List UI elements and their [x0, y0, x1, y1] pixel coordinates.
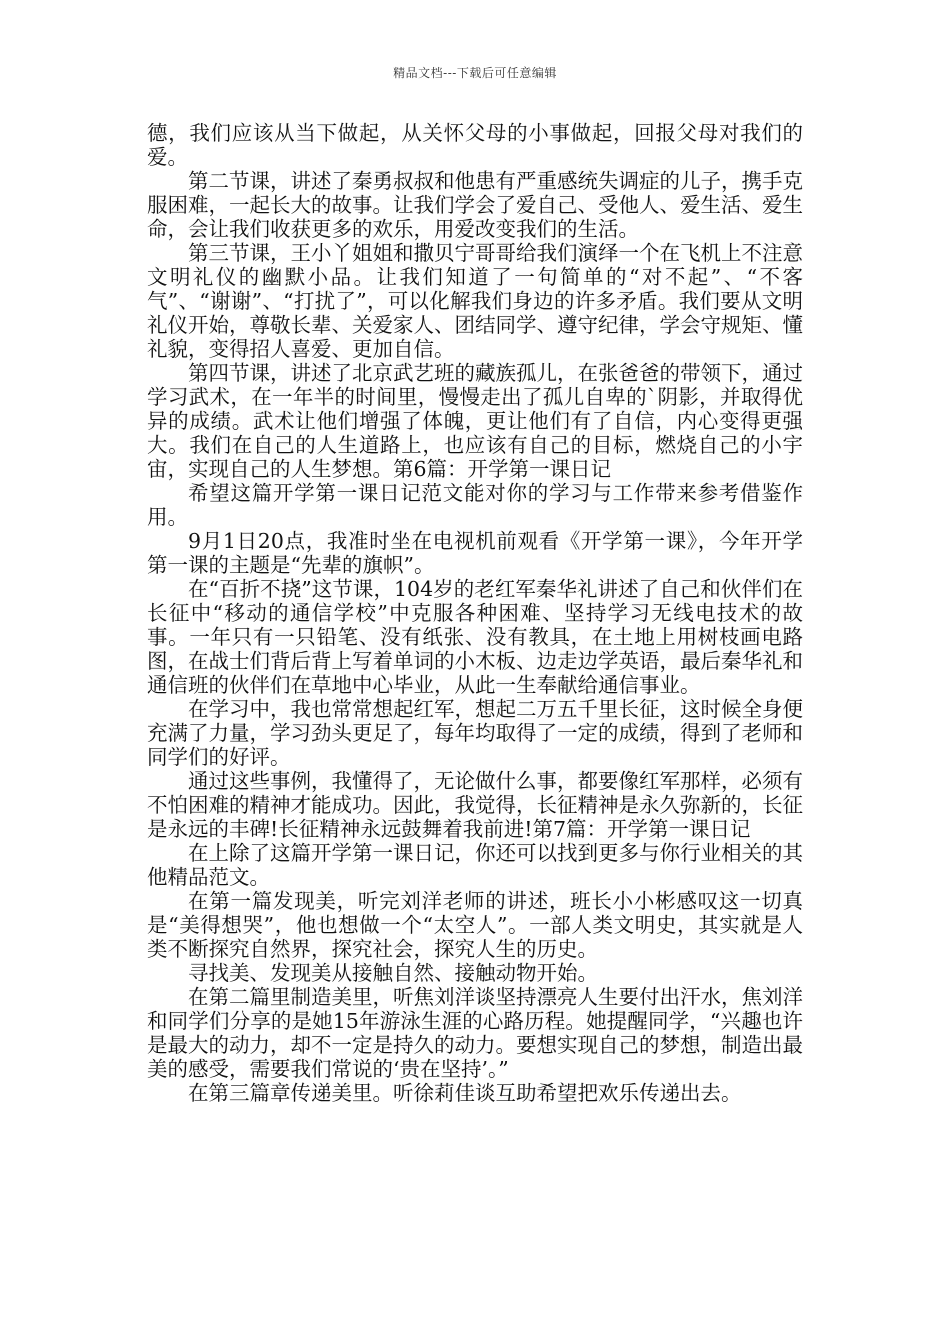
paragraph: 在第二篇里制造美里，听焦刘洋谈坚持漂亮人生要付出汗水，焦刘洋和同学们分享的是她15年游泳生涯的心路历程。她提醒同学，“兴趣也许是最大的动力，却不一定是持久的动力。要想实现自己的梦想，制造出最美的感受，需要我们常说的‘贵在坚持’。” [147, 985, 803, 1081]
paragraph: 在第三篇章传递美里。听徐莉佳谈互助希望把欢乐传递出去。 [188, 1081, 742, 1105]
paragraph: 通过这些事例，我懂得了，无论做什么事，都要像红军那样，必须有不怕困难的精神才能成功。因此，我觉得，长征精神是永久弥新的，长征是永远的丰碑!长征精神永远鼓舞着我前进!第7篇：开学第一课日记 [147, 769, 803, 841]
paragraph: 寻找美、发现美从接触自然、接触动物开始。 [188, 961, 598, 985]
paragraph: 希望这篇开学第一课日记范文能对你的学习与工作带来参考借鉴作用。 [147, 481, 803, 529]
paragraph: 第二节课，讲述了秦勇叔叔和他患有严重感统失调症的儿子，携手克服困难，一起长大的故事。让我们学会了爱自己、受他人、爱生活、爱生命，会让我们收获更多的欢乐，用爱改变我们的生活。 [147, 169, 803, 241]
paragraph: 第三节课，王小丫姐姐和撒贝宁哥哥给我们演绎一个在飞机上不注意文明礼仪的幽默小品。让我们知道了一句简单的“对不起”、“不客气”、“谢谢”、“打扰了”，可以化解我们身边的许多矛盾。我们要从文明礼仪开始，尊敬长辈、关爱家人、团结同学、遵守纪律，学会守规矩、懂礼貌，变得招人喜爱、更加自信。 [147, 241, 803, 361]
page-header: 精品文档---下载后可任意编辑 [393, 66, 557, 80]
paragraph: 在“百折不挠”这节课，104岁的老红军秦华礼讲述了自己和伙伴们在长征中“移动的通信学校”中克服各种困难、坚持学习无线电技术的故事。一年只有一只铅笔、没有纸张、没有教具，在土地上用树枝画电路图，在战士们背后背上写着单词的小木板、边走边学英语，最后秦华礼和通信班的伙伴们在草地中心毕业，从此一生奉献给通信事业。 [147, 577, 803, 697]
document-body [147, 121, 803, 1105]
paragraph: 在上除了这篇开学第一课日记，你还可以找到更多与你行业相关的其他精品范文。 [147, 841, 803, 889]
paragraph: 在学习中，我也常常想起红军，想起二万五千里长征，这时候全身便充满了力量，学习劲头更足了，每年均取得了一定的成绩，得到了老师和同学们的好评。 [147, 697, 803, 769]
paragraph: 第四节课，讲述了北京武艺班的藏族孤儿，在张爸爸的带领下，通过学习武术，在一年半的时间里，慢慢走出了孤儿自卑的`阴影，并取得优异的成绩。武术让他们增强了体魄，更让他们有了自信，内心变得更强大。我们在自己的人生道路上，也应该有自己的目标，燃烧自己的小宇宙，实现自己的人生梦想。第6篇：开学第一课日记 [147, 361, 803, 481]
paragraph: 在第一篇发现美，听完刘洋老师的讲述，班长小小彬感叹这一切真是“美得想哭”，他也想做一个“太空人”。一部人类文明史，其实就是人类不断探究自然界，探究社会，探究人生的历史。 [147, 889, 803, 961]
paragraph: 德，我们应该从当下做起，从关怀父母的小事做起，回报父母对我们的爱。 [147, 121, 803, 169]
paragraph: 9月1日20点，我准时坐在电视机前观看《开学第一课》，今年开学第一课的主题是“先辈的旗帜”。 [147, 529, 803, 577]
